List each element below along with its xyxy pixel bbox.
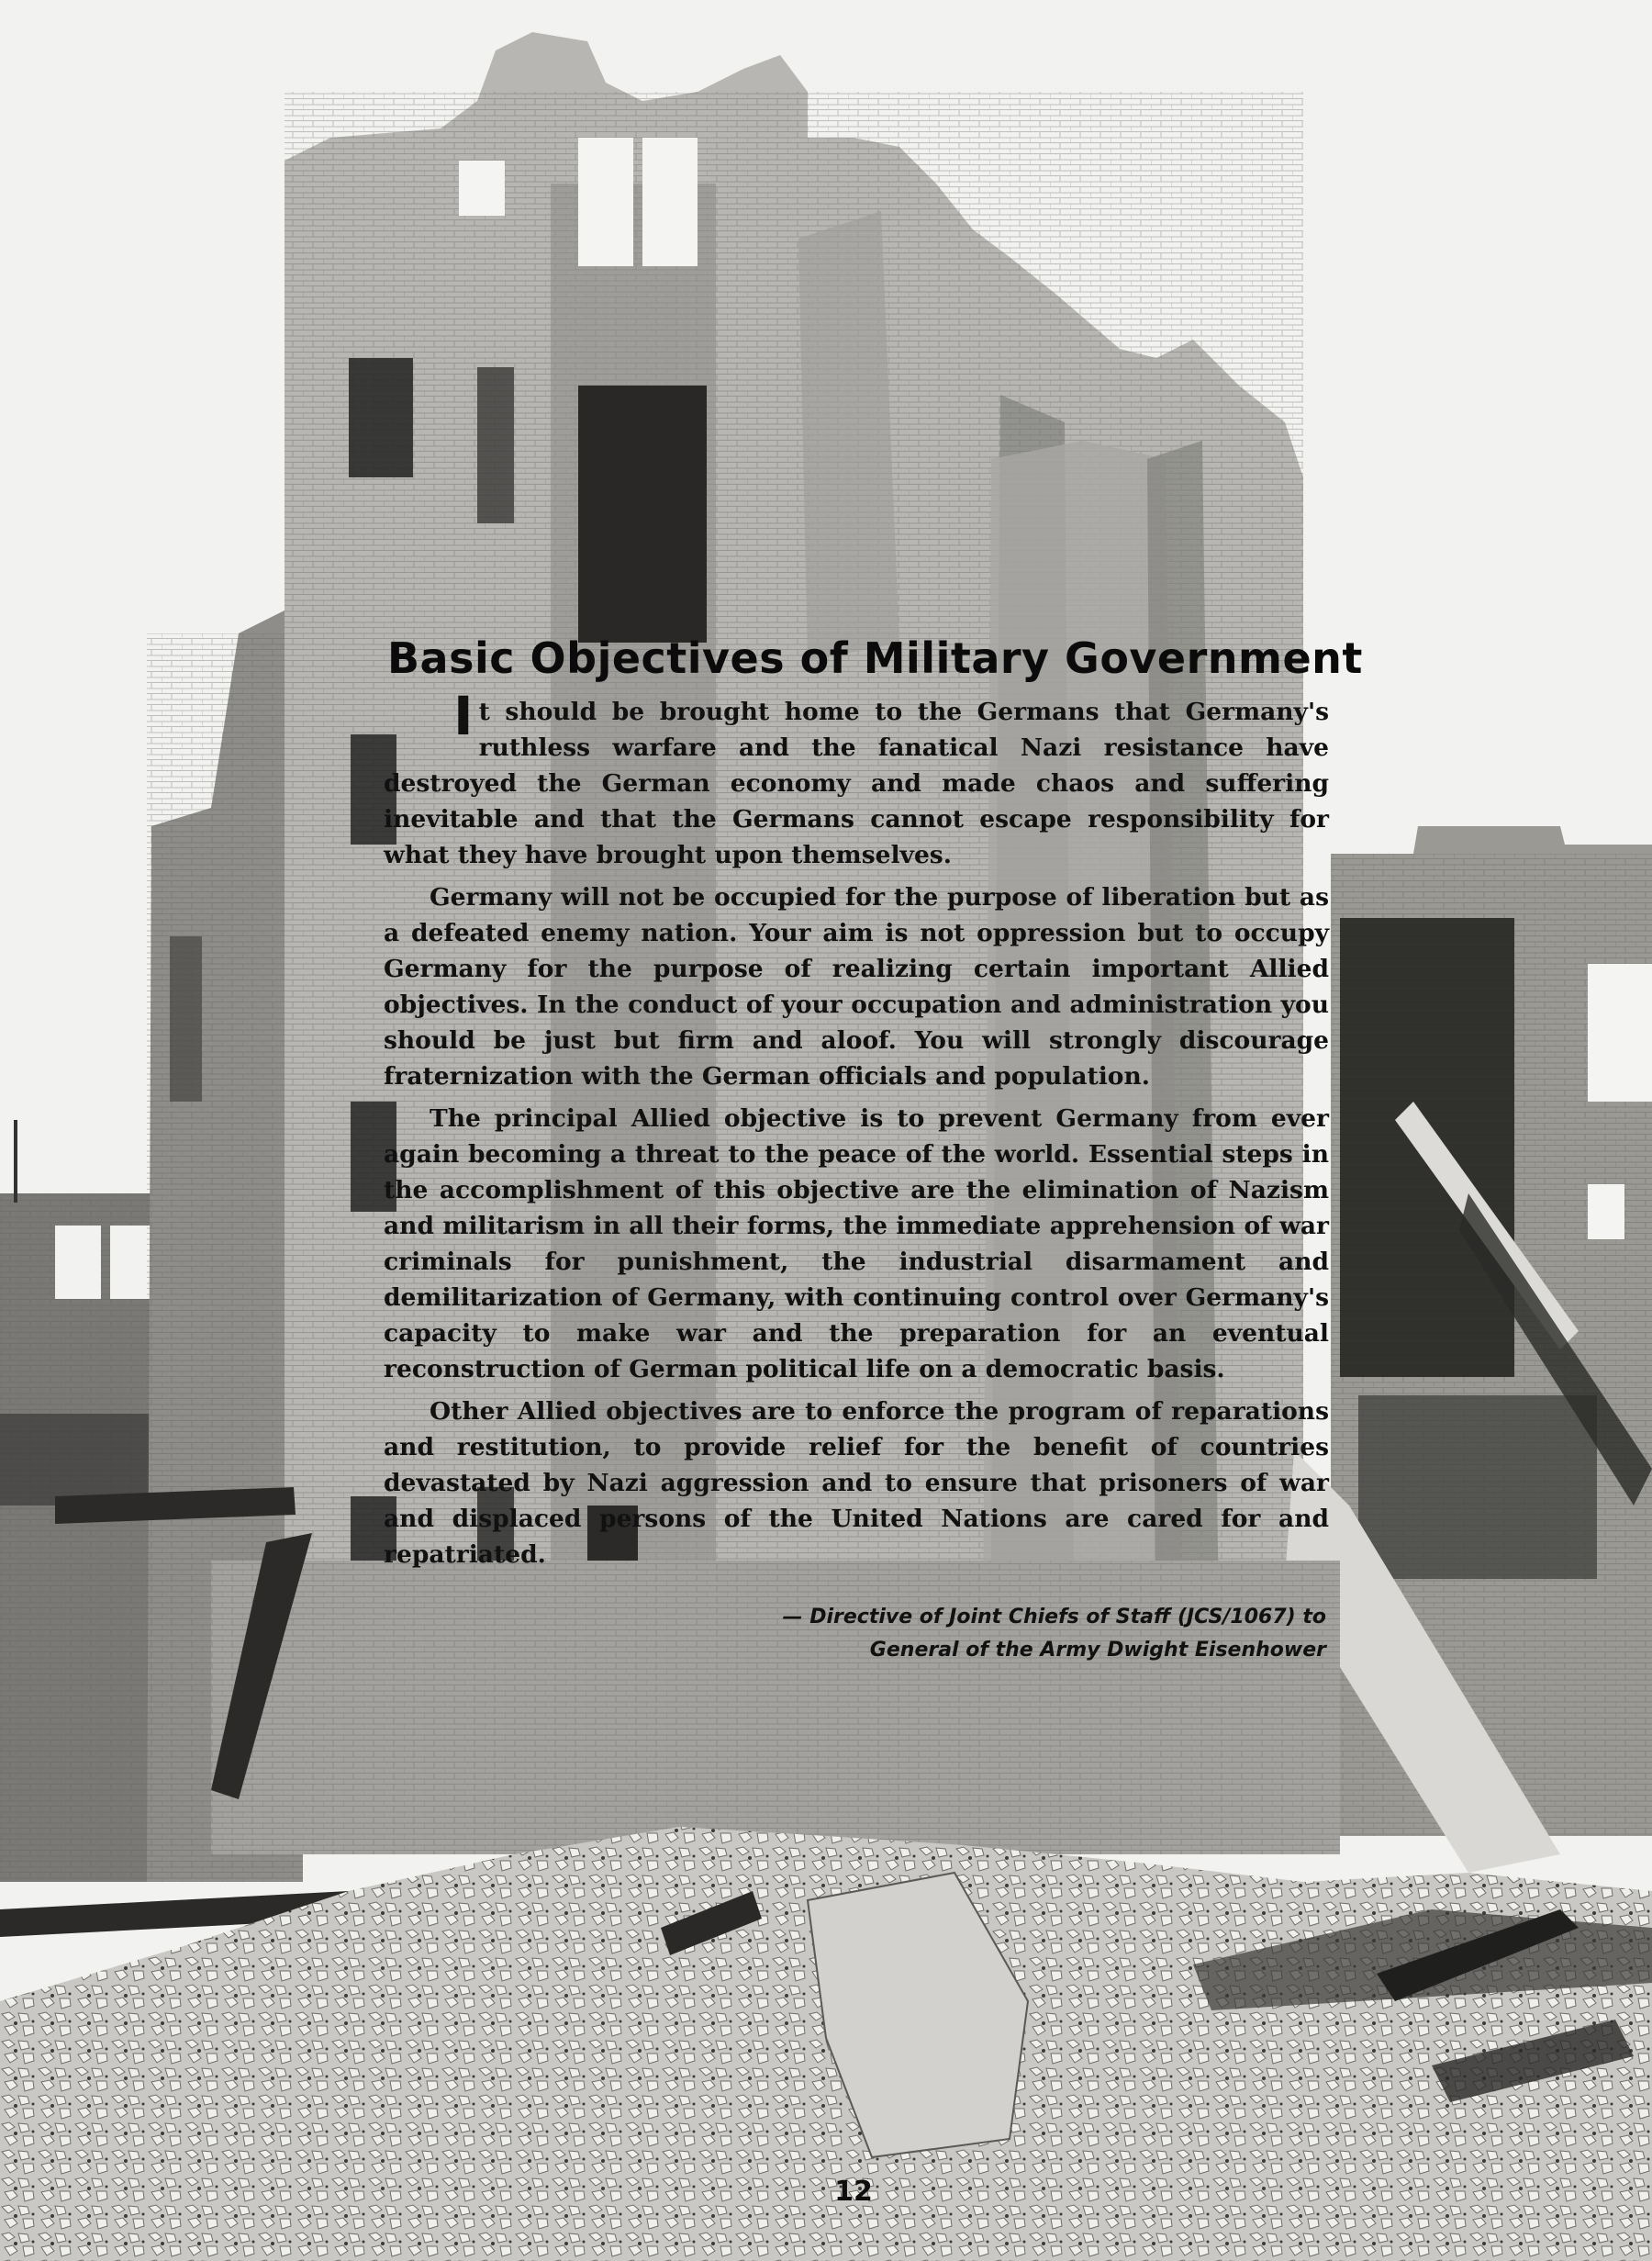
article <box>384 633 1363 1579</box>
paragraph-3: The principal Allied objective is to prevent Germany from ever again becoming a threat to the peace of the world. Essential steps in the accomplishment of this objective are the elimination of Nazism and militarism in all their forms, the immediate apprehension of war criminals for punishment, the industrial disarmament and demilitarization of Germany, with continuing control over Germany's capacity to make war and the preparation for an eventual reconstruction of German political life on a democratic basis. <box>384 1104 1329 1383</box>
paragraph-2: Germany will not be occupied for the purpose of liberation but as a defeated enemy nation. Your aim is not oppression but to occupy Germany for the purpose of realizing certain important Allied objectives. In the conduct of your occupation and administration you should be just but firm and aloof. You will strongly discourage fraternization with the German officials and population. <box>384 883 1329 1091</box>
article-body <box>384 685 1329 1573</box>
drop-cap: I <box>453 685 474 747</box>
attribution <box>679 1601 1326 1667</box>
attribution-line-2: General of the Army Dwight Eisenhower <box>869 1639 1326 1662</box>
paragraph-1 <box>384 685 1329 873</box>
paragraph-4: Other Allied objectives are to enforce the program of reparations and restitution, to provide relief for the benefit of countries devastated by Nazi aggression and to ensure that prisoners of war and displaced persons of the United Nations are cared for and repatriated. <box>384 1397 1329 1569</box>
page-number: 12 <box>834 2176 873 2208</box>
article-title: Basic Objectives of Military Government <box>387 633 1363 683</box>
attribution-line-1: — Directive of Joint Chiefs of Staff (JCS/1067) to <box>782 1606 1326 1629</box>
paragraph-1-text: t should be brought home to the Germans that Germany's ruthless warfare and the fanatical Nazi resistance have destroyed the German economy and made chaos and suffering inevitable and that the Germans cannot escape responsibility for what they have brought upon themselves. <box>384 698 1329 869</box>
